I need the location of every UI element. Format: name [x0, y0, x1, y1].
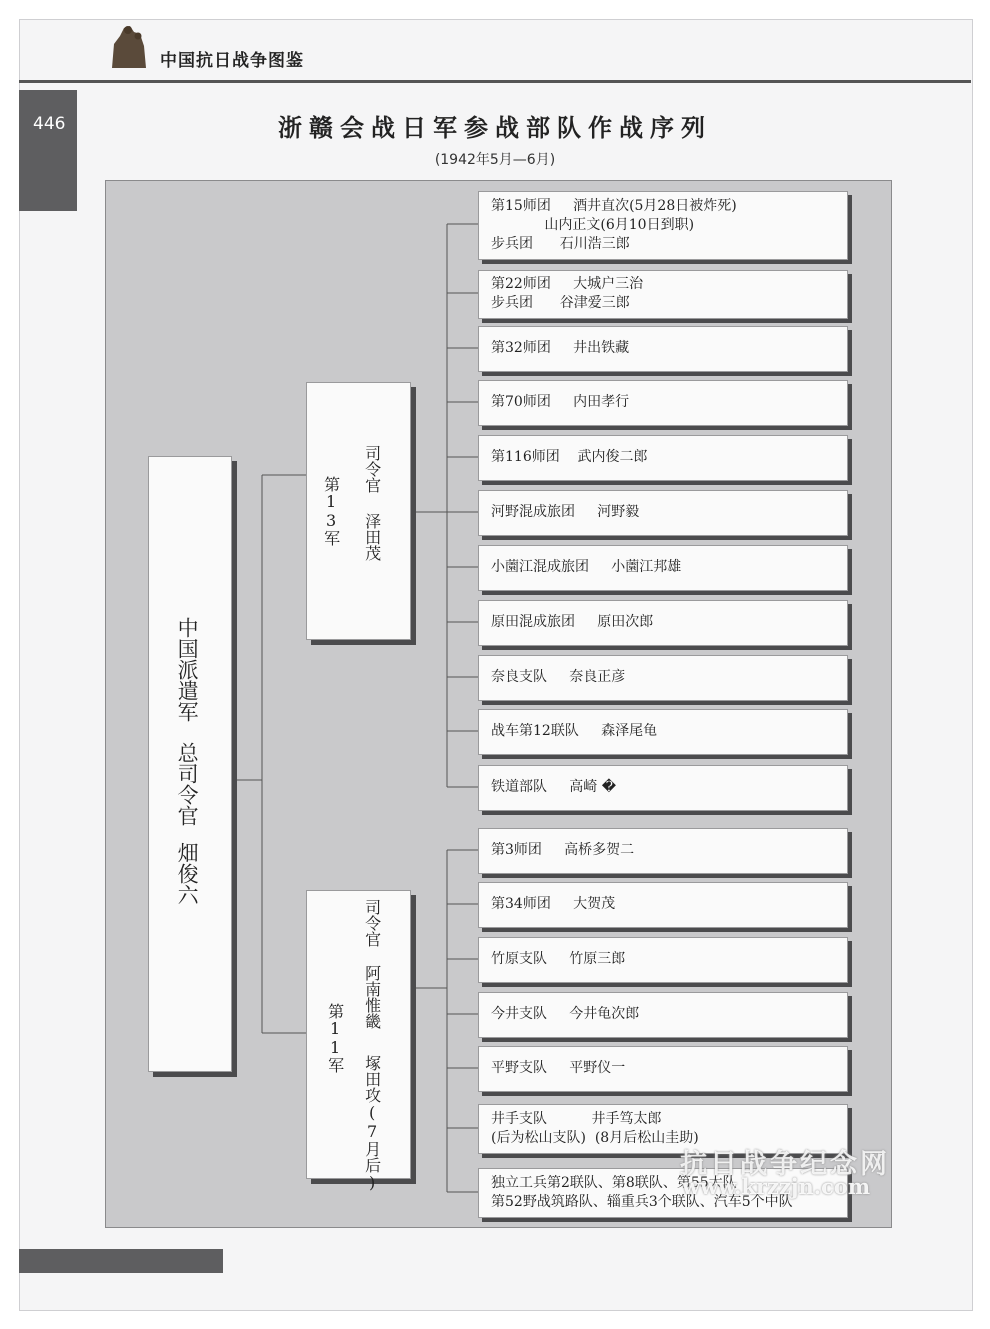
unit-line: 第32师团 井出铁藏 [491, 340, 630, 356]
unit-line: 步兵团 谷津爱三郎 [491, 295, 630, 311]
unit-116th-division [478, 435, 848, 481]
army11-box [306, 890, 411, 1192]
root-name: 中国派遣军 [175, 617, 200, 722]
unit-line: 原田混成旅团 原田次郎 [491, 614, 654, 630]
unit-line: 第34师团 大贺茂 [491, 896, 616, 912]
book-title: 中国抗日战争图鉴 [160, 51, 304, 71]
unit-kosonoe-brigade [478, 545, 848, 591]
page-number: 446 [33, 114, 66, 134]
unit-line: (后为松山支队) (8月后松山圭助) [491, 1130, 699, 1146]
unit-line: 奈良支队 奈良正彦 [491, 669, 626, 685]
unit-12th-tank-regiment [478, 709, 848, 755]
unit-3rd-division [478, 828, 848, 874]
army13-box [306, 382, 411, 640]
unit-line: 第52野战筑路队、辎重兵3个联队、汽车5个中队 [491, 1194, 793, 1210]
army11-commander-2: 塚田攻(7月后) [362, 1055, 382, 1192]
army11-commander-title: 司令官 [362, 899, 382, 947]
unit-nara-detachment [478, 655, 848, 701]
unit-line: 竹原支队 竹原三郎 [491, 951, 626, 967]
unit-hirano-detachment [478, 1046, 848, 1092]
unit-15th-division [478, 191, 848, 260]
footer-bar [19, 1249, 223, 1273]
unit-32nd-division [478, 326, 848, 372]
unit-takehara-detachment [478, 937, 848, 983]
watermark-url: www.krzzjn.com [682, 1174, 871, 1199]
unit-70th-division [478, 380, 848, 426]
army13-name: 第13军 [321, 476, 341, 546]
unit-line: 平野支队 平野仪一 [491, 1060, 626, 1076]
root-commander: 畑俊六 [175, 842, 200, 905]
unit-line: 第22师团 大城户三治 [491, 276, 644, 292]
army13-commander-title: 司令官 [362, 445, 382, 493]
unit-line: 第116师团 武内俊二郎 [491, 449, 648, 465]
unit-22nd-division [478, 270, 848, 319]
unit-line: 步兵团 石川浩三郎 [491, 236, 630, 252]
army11-name: 第11军 [325, 1003, 345, 1073]
watermark-text: 抗日战争纪念网 [680, 1149, 890, 1180]
unit-line: 今井支队 今井龟次郎 [491, 1006, 640, 1022]
unit-line: 铁道部队 高崎 � [491, 779, 617, 795]
china-expeditionary-army-box [148, 456, 232, 1072]
unit-line: 第3师团 高桥多贺二 [491, 842, 635, 858]
unit-harada-brigade [478, 600, 848, 646]
army13-commander: 泽田茂 [362, 513, 382, 561]
root-title: 总司令官 [175, 742, 200, 826]
unit-line: 第70师团 内田孝行 [491, 394, 630, 410]
army11-commander: 阿南惟畿 [362, 965, 382, 1029]
unit-34th-division [478, 882, 848, 928]
unit-line: 战车第12联队 森泽尾龟 [491, 723, 658, 739]
unit-line: 第15师团 酒井直次(5月28日被炸死) [491, 198, 737, 214]
unit-line: 独立工兵第2联队、第8联队、第55大队 [491, 1175, 737, 1191]
unit-line: 小薗江混成旅团 小薗江邦雄 [491, 559, 682, 575]
diagram-date: (1942年5月—6月) [434, 152, 556, 168]
diagram-title: 浙赣会战日军参战部队作战序列 [278, 114, 712, 142]
unit-kawano-brigade [478, 490, 848, 536]
unit-line: 河野混成旅团 河野毅 [491, 504, 640, 520]
unit-line: 山内正文(6月10日到职) [491, 217, 695, 233]
unit-imai-detachment [478, 992, 848, 1038]
unit-railway-unit [478, 765, 848, 811]
unit-line: 井手支队 井手笃太郎 [491, 1111, 662, 1127]
